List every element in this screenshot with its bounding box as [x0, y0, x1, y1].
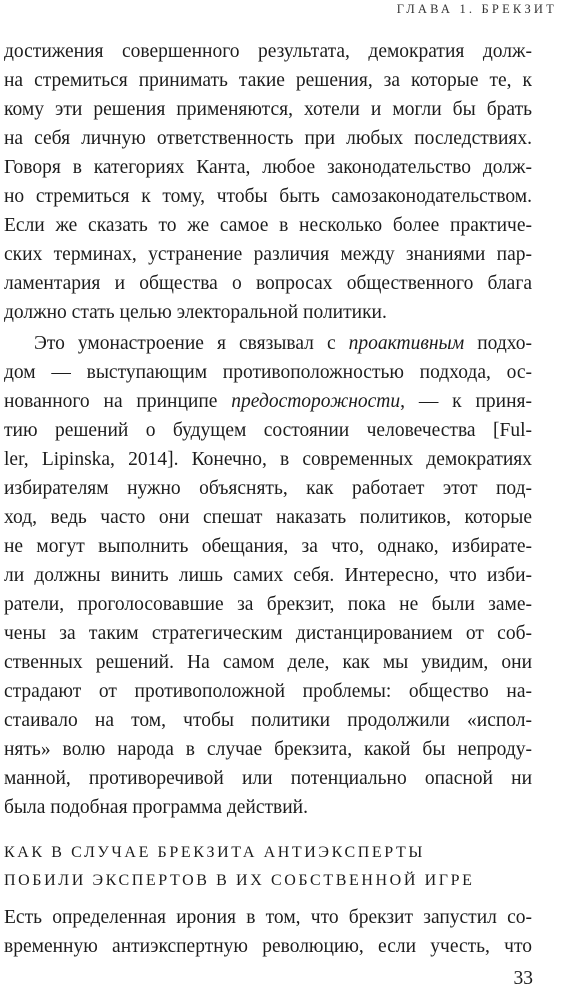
text-run: , — к приня- — [400, 391, 532, 412]
text-line: на себя личную ответственность при любых последствиях. — [4, 128, 532, 149]
heading-line: КАК В СЛУЧАЕ БРЕКЗИТА АНТИЭКСПЕРТЫ — [4, 844, 425, 861]
text-run: Это умонастроение я связывал с — [34, 333, 349, 354]
text-line: на стремиться принимать такие решения, за которые те, к — [4, 70, 532, 91]
text-line: ственных решений. На самом деле, как мы увидим, они — [4, 652, 532, 673]
text-line — [4, 388, 532, 416]
text-line — [34, 330, 532, 358]
text-line: не могут выполнить обещания, за что, однако, избирате- — [4, 536, 532, 557]
heading-line: ПОБИЛИ ЭКСПЕРТОВ В ИХ СОБСТВЕННОЙ ИГРЕ — [4, 872, 475, 889]
text-line: временную антиэкспертную революцию, если учесть, что — [4, 936, 532, 957]
text-run: нованного на принципе — [4, 391, 232, 412]
text-line: должно стать целью электоральной политики. — [4, 302, 387, 323]
text-line: Говоря в категориях Канта, любое законодательство долж- — [4, 157, 532, 178]
text-line: манной, противоречивой или потенциально опасной ни — [4, 768, 532, 789]
text-run: подхо- — [464, 333, 533, 354]
text-line: ler, Lipinska, 2014]. Конечно, в современных демократиях — [4, 449, 532, 470]
text-line: ход, ведь часто они спешат наказать политиков, которые — [4, 507, 532, 528]
text-line: ли должны винить лишь самих себя. Интересно, что изби- — [4, 565, 532, 586]
text-line: стаивало на том, чтобы политики продолжили «испол- — [4, 710, 532, 731]
text-line: ратели, проголосовавшие за брекзит, пока не были заме- — [4, 594, 532, 615]
text-line: достижения совершенного результата, демократия долж- — [4, 41, 532, 62]
text-line: Если же сказать то же самое в несколько более практиче- — [4, 215, 532, 236]
text-line: дом — выступающим противоположностью подхода, ос- — [4, 362, 532, 383]
text-line: страдают от противоположной проблемы: общество на- — [4, 681, 532, 702]
text-line: ских терминах, устранение различия между знаниями пар- — [4, 244, 532, 265]
text-line: избирателям нужно объяснять, как работает этот под- — [4, 478, 532, 499]
page-number: 33 — [513, 968, 533, 989]
text-line: но стремиться к тому, чтобы быть самозаконодательством. — [4, 186, 532, 207]
italic-term-precaution: предосторожности — [231, 391, 401, 412]
running-head: ГЛАВА 1. БРЕКЗИТ — [396, 2, 557, 16]
text-line: была подобная программа действий. — [4, 797, 308, 818]
text-line: чены за таким стратегическим дистанцированием от соб- — [4, 623, 532, 644]
text-line: кому эти решения применяются, хотели и могли бы брать — [4, 99, 532, 120]
text-line: Есть определенная ирония в том, что брекзит запустил со- — [4, 907, 532, 928]
text-line: ламентария и общества о вопросах общественного блага — [4, 273, 532, 294]
italic-term-proactive: проактивным — [348, 333, 465, 354]
text-line: тию решений о будущем состоянии человечества [Ful- — [4, 420, 532, 441]
text-line: нять» волю народа в случае брекзита, какой бы непроду- — [4, 739, 532, 760]
